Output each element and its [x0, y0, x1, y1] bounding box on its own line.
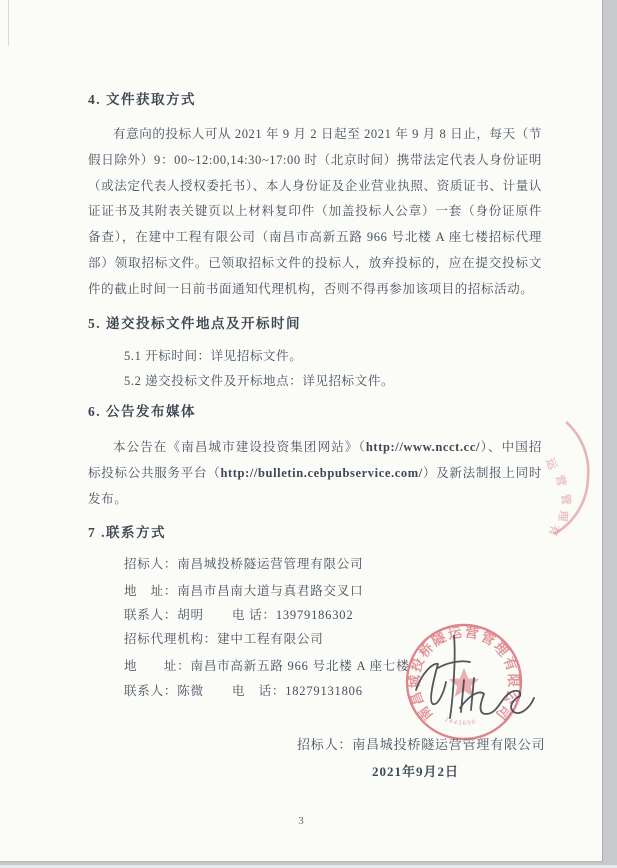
seal-serial-digits: 2443690	[443, 715, 478, 728]
section-4-heading: 4. 文件获取方式	[88, 92, 196, 107]
agency-label: 招标代理机构：	[124, 632, 218, 646]
section-4-paragraph: 有意向的投标人可从 2021 年 9 月 2 日起至 2021 年 9 月 8 日止，每天（节假日除外）9：00~12:00,14:30~17:00 时（北京时间）携带法定代表人身份证明（或法定代表人授权委托书）、本人身份证及企业营业执照、资质证书、计量认证证书及其附表关键页以上材料复印件（加盖投标人公章）一套（身份证原件备查），在建中工程有限公司（南昌市高新五路 966 号北楼 A 座七楼招标代理部）领取招标文件。已领取招标文件的投标人，放弃投标的，应在提交投标文件的截止时间一日前书面通知代理机构，否则不得再参加该项目的招标活动。	[88, 127, 542, 296]
phone-1	[232, 605, 353, 623]
agency-contact-label: 联系人：	[124, 684, 178, 698]
section-5-item-1: 5.1 开标时间：详见招标文件。	[124, 349, 303, 363]
partial-seal-stamp	[528, 408, 612, 556]
page-number: 3	[298, 815, 304, 827]
phone-2	[232, 681, 363, 699]
signature-date: 2021年9月2日	[372, 764, 460, 779]
signature-tenderer-line: 招标人：南昌城投桥隧运营管理有限公司	[297, 737, 546, 752]
ncct-website-url: http://www.ncct.cc/	[365, 440, 481, 454]
tenderer-label: 招标人：	[124, 557, 178, 571]
contact-person-label: 联系人：	[124, 608, 178, 622]
partial-seal-char: 管	[559, 493, 572, 506]
phone-2-label: 电 话：	[232, 684, 286, 698]
address-value: 南昌市昌南大道与真君路交叉口	[177, 584, 364, 598]
partial-seal-char: 营	[553, 474, 568, 488]
agency-name: 建中工程有限公司	[217, 632, 324, 646]
seal-company-name: 南昌城投桥隧运营管理有限公司	[406, 624, 522, 724]
section-7-heading: 7 .联系方式	[88, 525, 166, 540]
cebpubservice-url: http://bulletin.cebpubservice.com/	[220, 465, 423, 480]
contact-row-tenderer	[124, 554, 544, 576]
agency-address-label: 地 址：	[124, 659, 191, 673]
partial-seal-char: 有	[546, 523, 561, 538]
agency-contact-name: 陈微	[177, 684, 204, 698]
contact-person-name: 胡明	[177, 608, 204, 622]
phone-number: 13979186302	[275, 608, 354, 622]
announcement-text-part3: ）及新法制报上同时发布。	[88, 465, 542, 506]
phone-2-number: 18279131806	[285, 684, 363, 698]
tenderer-name: 南昌城投桥隧运营管理有限公司	[177, 557, 364, 571]
address-label: 地 址：	[124, 584, 178, 598]
announcement-text-part1: 本公告在《南昌城市建设投资集团网站》（	[113, 440, 366, 454]
scan-edge-artifact	[8, 0, 9, 46]
section-6-paragraph	[88, 435, 542, 512]
partial-seal-char: 运	[543, 456, 559, 472]
contact-row-address	[124, 581, 544, 603]
section-5-item-2: 5.2 递交投标文件及开标地点：详见招标文件。	[124, 374, 395, 388]
agency-address-value: 南昌市高新五路 966 号北楼 A 座七楼	[190, 659, 410, 673]
section-6-heading: 6. 公告发布媒体	[88, 404, 196, 419]
announcement-text-part2: ）、中国招标投标公共服务平台（	[88, 440, 542, 480]
handwritten-signature	[400, 628, 542, 730]
partial-seal-char: 理	[555, 509, 569, 522]
section-5-heading: 5. 递交投标文件地点及开标时间	[88, 316, 301, 331]
phone-label: 电 话：	[232, 608, 276, 622]
